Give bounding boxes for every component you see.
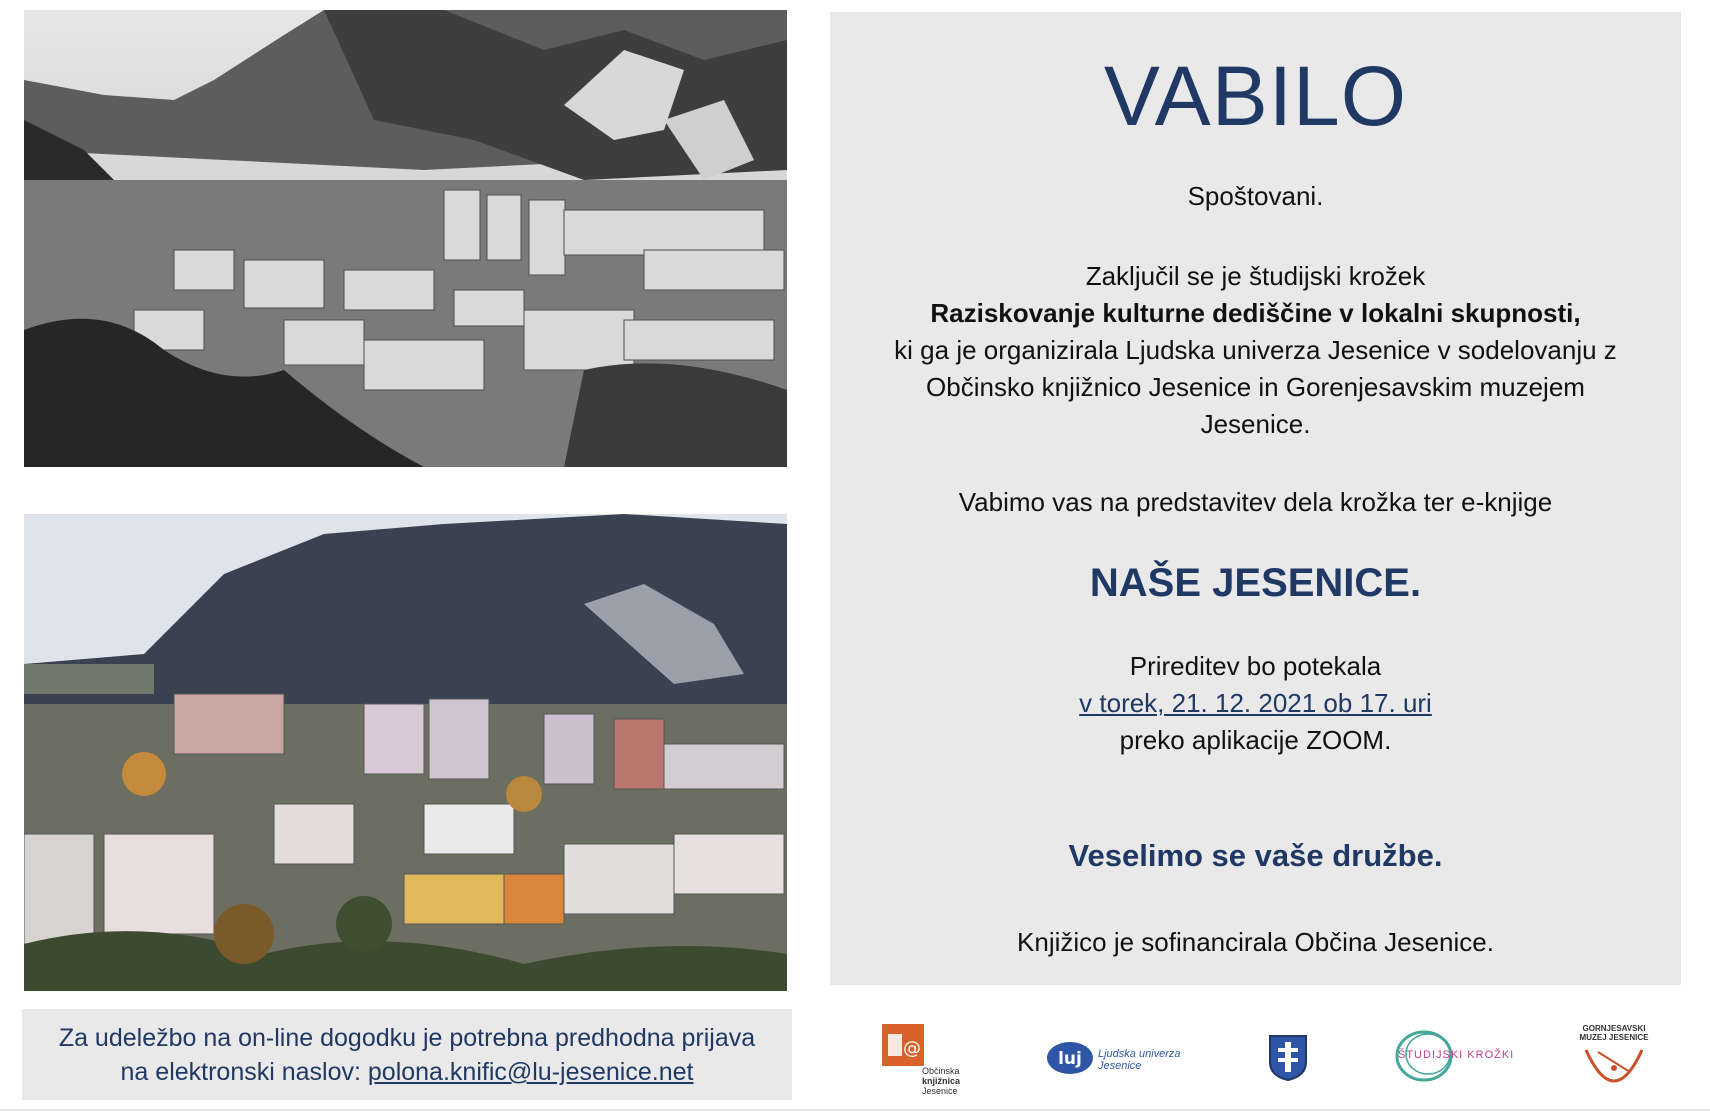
- library-logo-line: Občinska: [922, 1066, 960, 1076]
- library-logo-line: Jesenice: [922, 1086, 958, 1096]
- registration-email-prefix: na elektronski naslov:: [120, 1058, 368, 1086]
- museum-logo-line: MUZEJ JESENICE: [1579, 1033, 1649, 1042]
- registration-line-2: [22, 1055, 792, 1089]
- book-title: NAŠE JESENICE.: [1089, 561, 1422, 605]
- historic-town-photo: [24, 10, 787, 467]
- registration-line-1: Za udeležbo na on-line dogodku je potrebna predhodna prijava: [58, 1024, 756, 1052]
- invitation-title: VABILO: [1103, 49, 1408, 143]
- studijski-krozki-logo: [1394, 1028, 1515, 1088]
- event-line: Prireditev bo potekala: [1129, 651, 1382, 681]
- ljudska-univerza-logo: [1046, 1040, 1186, 1080]
- intro-paragraph: [850, 258, 1661, 443]
- library-at-icon: [882, 1024, 924, 1066]
- lu-logo-line: Jesenice: [1098, 1060, 1142, 1072]
- library-logo: [882, 1024, 962, 1102]
- library-logo-line: knjižnica: [922, 1076, 961, 1086]
- museum-logo-line: GORNJESAVSKI: [1582, 1024, 1646, 1033]
- krozki-label: ŠTUDIJSKI KROŽKI: [1398, 1049, 1515, 1061]
- event-date: v torek, 21. 12. 2021 ob 17. uri: [1079, 688, 1432, 718]
- sponsor-text: Knjižico je sofinancirala Občina Jesenice.: [1017, 927, 1494, 957]
- modern-town-photo: [24, 514, 787, 991]
- luj-mark: luj: [1058, 1049, 1082, 1069]
- lu-logo-line: Ljudska univerza: [1098, 1048, 1181, 1060]
- partner-logos: [830, 1010, 1681, 1110]
- event-line: preko aplikacije ZOOM.: [1119, 725, 1392, 755]
- bottom-divider: [0, 1109, 1710, 1111]
- event-details: [850, 648, 1661, 759]
- jesenice-crest-logo: [1268, 1034, 1308, 1087]
- invitation-panel: [830, 12, 1681, 985]
- greeting: Spoštovani.: [1187, 181, 1324, 211]
- invite-text: Vabimo vas na predstavitev dela krožka ter e-knjige: [958, 487, 1553, 517]
- intro-line: Jesenice.: [1200, 409, 1311, 439]
- registration-email-link[interactable]: polona.knific@lu-jesenice.net: [367, 1058, 694, 1086]
- course-name: Raziskovanje kulturne dediščine v lokalni skupnosti,: [930, 298, 1581, 328]
- jesenice-crest-icon: [1268, 1034, 1308, 1082]
- closing-text: Veselimo se vaše družbe.: [1068, 838, 1443, 873]
- intro-line: Zaključil se je študijski krožek: [1085, 261, 1426, 291]
- museum-emblem-icon: [1578, 1042, 1650, 1104]
- museum-logo: [1578, 1024, 1658, 1104]
- registration-notice: [22, 1009, 792, 1100]
- svg-text:@: @: [903, 1038, 921, 1059]
- luj-badge-icon: [1046, 1040, 1094, 1076]
- intro-line: ki ga je organizirala Ljudska univerza Jesenice v sodelovanju z: [894, 335, 1617, 365]
- intro-line: Občinsko knjižnico Jesenice in Gorenjesavskim muzejem: [926, 372, 1585, 402]
